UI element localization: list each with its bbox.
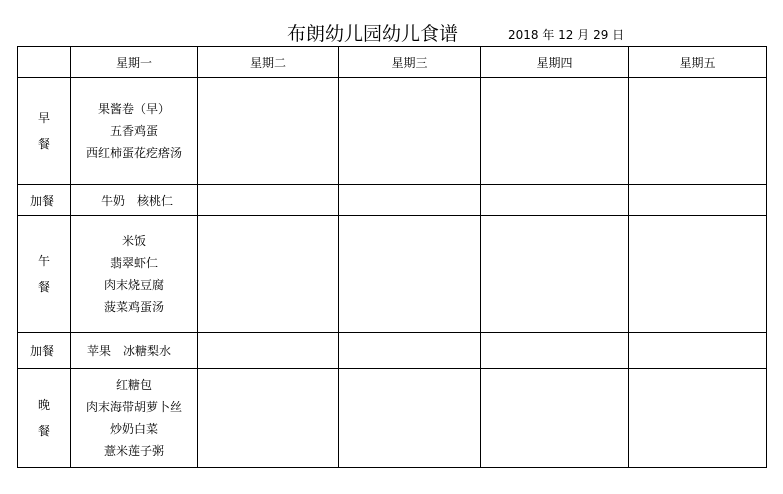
dinner-wed — [339, 369, 481, 468]
snack1-mon: 牛奶 核桃仁 — [71, 185, 198, 216]
menu-date: 2018 年 12 月 29 日 — [508, 28, 625, 42]
snack1-thu — [481, 185, 629, 216]
snack1-fri — [629, 185, 767, 216]
breakfast-label: 早 餐 — [18, 78, 71, 185]
lunch-row — [18, 216, 767, 333]
breakfast-wed — [339, 78, 481, 185]
lunch-fri — [629, 216, 767, 333]
breakfast-fri — [629, 78, 767, 185]
header-row — [18, 47, 767, 78]
breakfast-row — [18, 78, 767, 185]
dish: 五香鸡蛋 — [109, 124, 158, 138]
lunch-mon — [71, 216, 198, 333]
breakfast-mon — [71, 78, 198, 185]
dinner-tue — [198, 369, 339, 468]
day-header-mon: 星期一 — [71, 47, 198, 78]
snack2-row — [18, 333, 767, 369]
dish: 翡翠虾仁 — [109, 256, 158, 270]
breakfast-thu — [481, 78, 629, 185]
lunch-tue — [198, 216, 339, 333]
snack2-label: 加餐 — [18, 333, 71, 369]
dish: 肉末烧豆腐 — [103, 278, 164, 292]
dish: 米饭 — [121, 234, 146, 248]
snack1-row — [18, 185, 767, 216]
dish: 薏米莲子粥 — [103, 444, 164, 458]
snack2-tue — [198, 333, 339, 369]
snack2-thu — [481, 333, 629, 369]
dinner-label: 晚 餐 — [18, 369, 71, 468]
dish: 果酱卷（早） — [97, 102, 170, 116]
dinner-row — [18, 369, 767, 468]
lunch-wed — [339, 216, 481, 333]
dinner-fri — [629, 369, 767, 468]
lunch-thu — [481, 216, 629, 333]
snack2-wed — [339, 333, 481, 369]
snack1-label: 加餐 — [18, 185, 71, 216]
dish: 红糖包 — [115, 378, 152, 392]
dinner-thu — [481, 369, 629, 468]
dish: 肉末海带胡萝卜丝 — [85, 400, 182, 414]
snack2-mon: 苹果 冰糖梨水 — [71, 333, 198, 369]
dish: 西红柿蛋花疙瘩汤 — [85, 146, 182, 160]
day-header-wed: 星期三 — [339, 47, 481, 78]
snack1-wed — [339, 185, 481, 216]
day-header-fri: 星期五 — [629, 47, 767, 78]
dinner-mon — [71, 369, 198, 468]
dish: 炒奶白菜 — [109, 422, 158, 436]
dish: 菠菜鸡蛋汤 — [103, 300, 164, 314]
day-header-thu: 星期四 — [481, 47, 629, 78]
lunch-label: 午 餐 — [18, 216, 71, 333]
corner-cell — [18, 47, 71, 78]
snack1-tue — [198, 185, 339, 216]
day-header-tue: 星期二 — [198, 47, 339, 78]
breakfast-tue — [198, 78, 339, 185]
page-title: 布朗幼儿园幼儿食谱 — [287, 23, 459, 45]
snack2-fri — [629, 333, 767, 369]
menu-table — [17, 46, 767, 468]
